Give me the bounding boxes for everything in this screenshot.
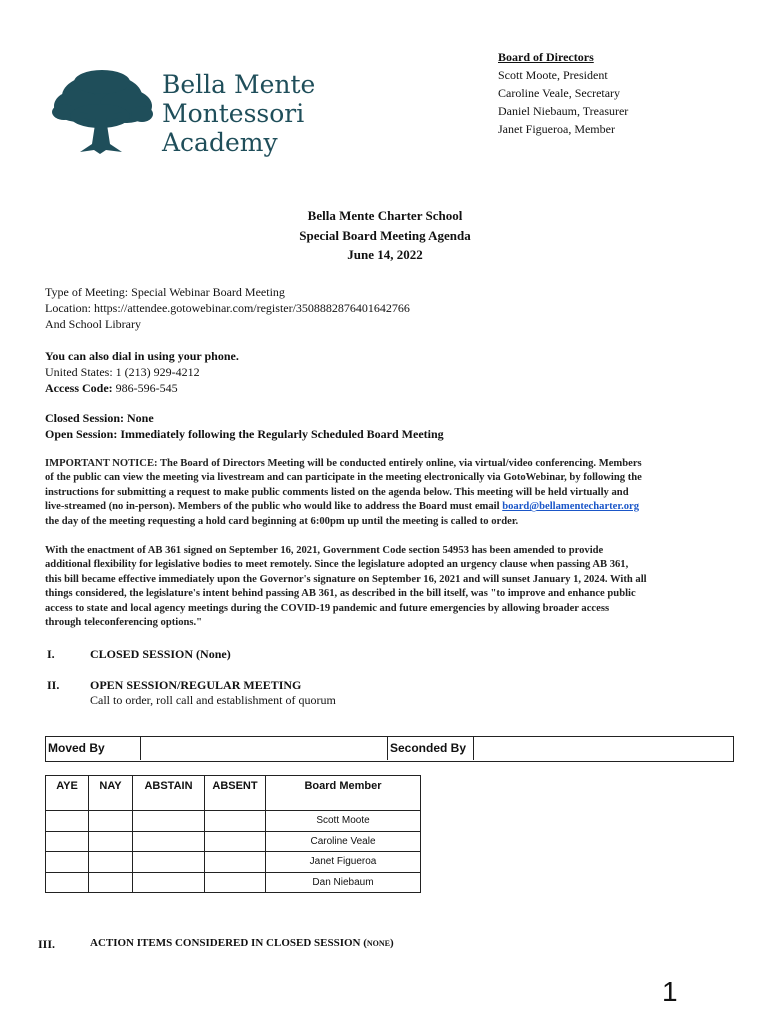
dial-in-info — [45, 348, 239, 396]
absent-cell[interactable] — [205, 852, 266, 873]
agenda-item-3-close: ) — [390, 937, 394, 949]
ab361-paragraph — [45, 544, 735, 630]
tree-logo-icon — [50, 68, 154, 158]
logo-line: Montessori — [162, 99, 305, 128]
notice-line: IMPORTANT NOTICE: The Board of Directors Meeting will be conducted entirely online, via virtual/video conferencing. Members — [45, 458, 642, 469]
aye-header: AYE — [46, 776, 89, 811]
agenda-item-3-number: III. — [38, 937, 56, 951]
board-header: Board of Directors — [498, 50, 594, 64]
vote-table-row — [46, 852, 421, 873]
aye-cell[interactable] — [46, 811, 89, 832]
notice-line: of the public can view the meeting via livestream and can participate in the meeting electronically via GotoWebinar, by following the — [45, 472, 642, 484]
board-member-name: Caroline Veale — [266, 831, 421, 852]
important-notice — [45, 457, 735, 529]
abstain-header: ABSTAIN — [133, 776, 205, 811]
moved-by-label: Moved By — [46, 737, 141, 760]
page-number: 1 — [662, 976, 678, 1007]
agenda-item-1-number: I. — [47, 647, 55, 661]
meeting-library: And School Library — [45, 317, 141, 331]
notice-line: live-streamed (no in-person). Members of the public who would like to address the Board must email — [45, 501, 503, 513]
nay-cell[interactable] — [89, 831, 133, 852]
agenda-item-2-number: II. — [47, 678, 60, 692]
school-logo-text — [162, 70, 315, 157]
abstain-cell[interactable] — [133, 872, 205, 893]
vote-table-row — [46, 872, 421, 893]
abstain-cell[interactable] — [133, 852, 205, 873]
ab361-line: things considered, the legislature's intent behind passing AB 361, as described in the bill itself, was "to improve and enhance public — [45, 588, 636, 600]
aye-cell[interactable] — [46, 831, 89, 852]
board-of-directors — [498, 48, 628, 138]
abstain-cell[interactable] — [133, 831, 205, 852]
nay-cell[interactable] — [89, 872, 133, 893]
agenda-item-2-subtitle: Call to order, roll call and establishment of quorum — [90, 693, 336, 707]
nay-header: NAY — [89, 776, 133, 811]
session-info — [45, 410, 444, 442]
dial-heading: You can also dial in using your phone. — [45, 349, 239, 363]
board-member: Scott Moote, President — [498, 68, 608, 82]
notice-line: the day of the meeting requesting a hold card beginning at 6:00pm up until the meeting is called to order. — [45, 515, 519, 527]
access-code-value: 986-596-545 — [115, 381, 178, 395]
moved-seconded-table — [45, 736, 734, 762]
board-member-name: Scott Moote — [266, 811, 421, 832]
ab361-line: access to state and local agency meetings during the COVID-19 pandemic and future emergencies by allowing broader access — [45, 602, 610, 614]
ab361-line: additional flexibility for legislative bodies to meet remotely. Since the legislature adopted an urgency clause when passing AB 361, — [45, 559, 629, 571]
logo-line: Bella Mente — [162, 70, 316, 99]
ab361-line: this bill became effective immediately upon the Governor's signature on September 16, 2021 and will sunset January 1, 2024. With all — [45, 573, 647, 585]
absent-header: ABSENT — [205, 776, 266, 811]
board-member-name: Janet Figueroa — [266, 852, 421, 873]
ab361-line: With the enactment of AB 361 signed on September 16, 2021, Government Code section 54953 has been amended to provide — [45, 545, 604, 556]
ab361-line: through teleconferencing options." — [45, 617, 203, 629]
agenda-item-3-none: NONE — [366, 939, 391, 948]
vote-table-header-row — [46, 776, 421, 811]
board-member: Caroline Veale, Secretary — [498, 86, 621, 100]
absent-cell[interactable] — [205, 811, 266, 832]
meeting-info — [45, 284, 410, 332]
nay-cell[interactable] — [89, 852, 133, 873]
vote-table-row — [46, 831, 421, 852]
agenda-item-2-title: OPEN SESSION/REGULAR MEETING — [90, 678, 302, 692]
seconded-by-field[interactable] — [474, 737, 732, 760]
nay-cell[interactable] — [89, 811, 133, 832]
aye-cell[interactable] — [46, 872, 89, 893]
abstain-cell[interactable] — [133, 811, 205, 832]
agenda-item-3-text: ACTION ITEMS CONSIDERED IN CLOSED SESSION ( — [90, 937, 367, 949]
closed-session: Closed Session: None — [45, 411, 154, 425]
notice-line: instructions for submitting a request to make public comments listed on the agenda below. This meeting will be held virtually and — [45, 486, 629, 498]
absent-cell[interactable] — [205, 872, 266, 893]
seconded-by-label: Seconded By — [388, 737, 474, 760]
agenda-name: Special Board Meeting Agenda — [299, 227, 471, 243]
aye-cell[interactable] — [46, 852, 89, 873]
dial-us — [45, 364, 239, 380]
meeting-location[interactable]: Location: https://attendee.gotowebinar.com/register/3508882876401642766 — [45, 301, 410, 315]
access-code-label: Access Code: — [45, 381, 116, 395]
dial-code — [45, 380, 239, 396]
agenda-item-1-title: CLOSED SESSION (None) — [90, 647, 231, 661]
board-email-link[interactable]: board@bellamentecharter.org — [502, 501, 640, 513]
board-member-header: Board Member — [266, 776, 421, 811]
board-member-name: Dan Niebaum — [266, 872, 421, 893]
agenda-title — [0, 206, 770, 265]
meeting-type: Type of Meeting: Special Webinar Board Meeting — [45, 285, 285, 299]
board-member: Daniel Niebaum, Treasurer — [498, 104, 629, 118]
dial-us-label: United States: — [45, 365, 116, 379]
logo-line: Academy — [162, 128, 278, 157]
board-member: Janet Figueroa, Member — [498, 122, 615, 136]
school-name: Bella Mente Charter School — [307, 208, 463, 223]
open-session: Open Session: Immediately following the Regularly Scheduled Board Meeting — [45, 427, 444, 441]
absent-cell[interactable] — [205, 831, 266, 852]
moved-by-field[interactable] — [141, 737, 388, 760]
dial-us-number: 1 (213) 929-4212 — [115, 365, 200, 379]
meeting-date: June 14, 2022 — [347, 247, 423, 262]
vote-table — [45, 775, 421, 893]
agenda-item-3-title — [90, 937, 394, 949]
vote-table-row — [46, 811, 421, 832]
